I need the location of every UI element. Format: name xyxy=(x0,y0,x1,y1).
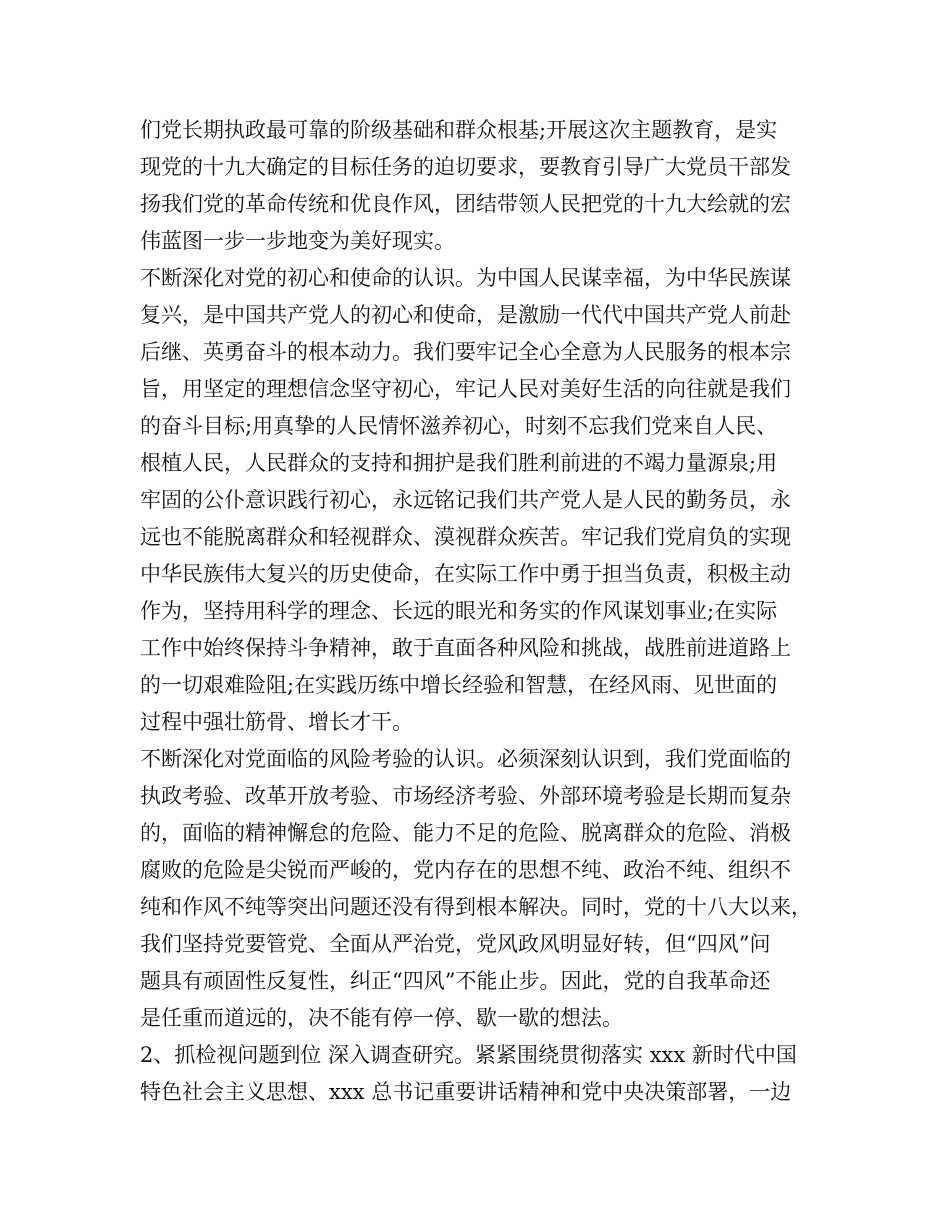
text-line: 是任重而道远的，决不能有停一停、歇一歇的想法。 xyxy=(140,1006,623,1030)
text-line: 旨，用坚定的理想信念坚守初心，牢记人民对美好生活的向往就是我们 xyxy=(140,377,791,401)
text-line: 的奋斗目标;用真挚的人民情怀滋养初心，时刻不忘我们党来自人民、 xyxy=(140,414,778,438)
text-line: 现党的十九大确定的目标任务的迫切要求，要教育引导广大党员干部发 xyxy=(140,155,791,179)
text-line: 复兴，是中国共产党人的初心和使命，是激励一代代中国共产党人前赴 xyxy=(140,303,791,327)
document-body xyxy=(140,112,828,1111)
text-line: 不断深化对党面临的风险考验的认识。必须深刻认识到，我们党面临的 xyxy=(140,747,791,771)
text-line: 根植人民，人民群众的支持和拥护是我们胜利前进的不竭力量源泉;用 xyxy=(140,451,778,475)
text-line: 纯和作风不纯等突出问题还没有得到根本解决。同时，党的十八大以来， xyxy=(140,895,812,919)
text-line: 腐败的危险是尖锐而严峻的，党内存在的思想不纯、政治不纯、组织不 xyxy=(140,858,791,882)
text-line: 牢固的公仆意识践行初心，永远铭记我们共产党人是人民的勤务员，永 xyxy=(140,488,791,512)
text-line: 们党长期执政最可靠的阶级基础和群众根基;开展这次主题教育，是实 xyxy=(140,118,778,142)
text-line: 2、抓检视问题到位 深入调查研究。紧紧围绕贯彻落实 xxx 新时代中国 xyxy=(140,1043,797,1067)
text-line: 远也不能脱离群众和轻视群众、漠视群众疾苦。牢记我们党肩负的实现 xyxy=(140,525,791,549)
text-line: 的，面临的精神懈怠的危险、能力不足的危险、脱离群众的危险、消极 xyxy=(140,821,791,845)
text-line: 后继、英勇奋斗的根本动力。我们要牢记全心全意为人民服务的根本宗 xyxy=(140,340,791,364)
text-line: 过程中强壮筋骨、增长才干。 xyxy=(140,710,413,734)
text-line: 中华民族伟大复兴的历史使命，在实际工作中勇于担当负责，积极主动 xyxy=(140,562,791,586)
text-line: 的一切艰难险阻;在实践历练中增长经验和智慧，在经风雨、见世面的 xyxy=(140,673,778,697)
text-line: 执政考验、改革开放考验、市场经济考验、外部环境考验是长期而复杂 xyxy=(140,784,791,808)
text-line: 不断深化对党的初心和使命的认识。为中国人民谋幸福，为中华民族谋 xyxy=(140,266,791,290)
text-line: 工作中始终保持斗争精神，敢于直面各种风险和挑战，战胜前进道路上 xyxy=(140,636,791,660)
text-line: 作为，坚持用科学的理念、长远的眼光和务实的作风谋划事业;在实际 xyxy=(140,599,778,623)
text-line: 特色社会主义思想、xxx 总书记重要讲话精神和党中央决策部署，一边 xyxy=(140,1080,792,1104)
text-line: 我们坚持党要管党、全面从严治党，党风政风明显好转，但“四风”问 xyxy=(140,932,771,956)
text-line: 伟蓝图一步一步地变为美好现实。 xyxy=(140,229,455,253)
text-line: 题具有顽固性反复性，纠正“四风”不能止步。因此，党的自我革命还 xyxy=(140,969,771,993)
text-line: 扬我们党的革命传统和优良作风，团结带领人民把党的十九大绘就的宏 xyxy=(140,192,791,216)
